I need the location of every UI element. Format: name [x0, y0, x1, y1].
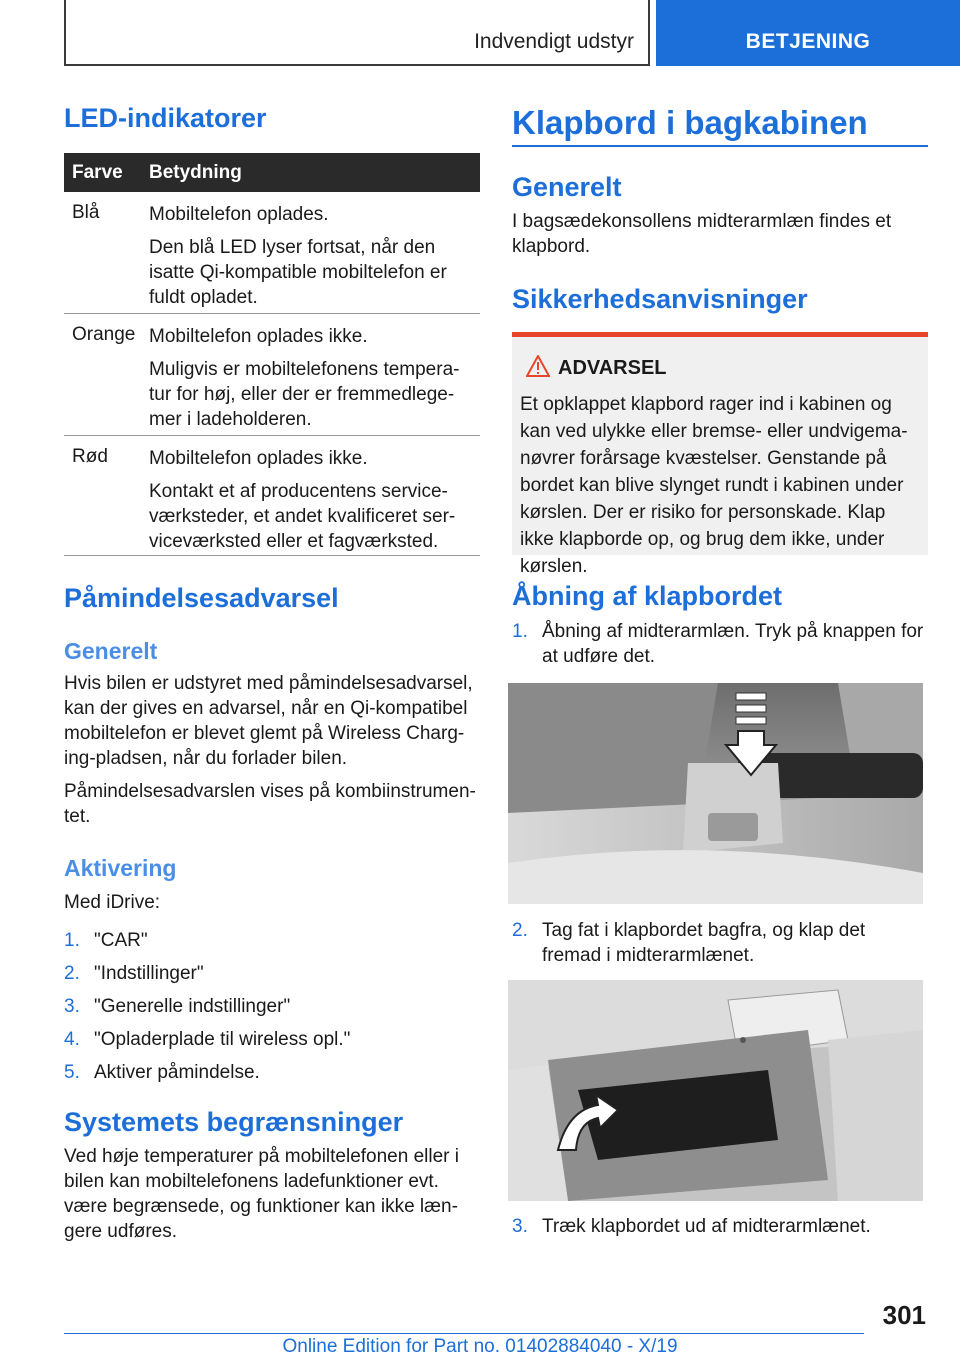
system-limits-heading: Systemets begrænsninger	[64, 1107, 404, 1137]
led-meaning-cell	[149, 436, 480, 554]
led-table-col-meaning: Betydning	[149, 162, 242, 183]
list-item	[64, 928, 480, 953]
list-item	[64, 961, 480, 986]
header-section-box	[64, 0, 650, 66]
led-color-cell: Rød	[72, 446, 108, 467]
step-text: "Opladerplade til wireless opl."	[94, 1029, 351, 1050]
opening-step-3	[512, 1214, 928, 1239]
warning-title: ADVARSEL	[558, 357, 667, 379]
folding-table-heading: Klapbord i bagkabinen	[512, 104, 868, 141]
reminder-heading: Påmindelsesadvarsel	[64, 583, 339, 613]
list-item	[64, 1027, 480, 1052]
step-number: 3.	[512, 1216, 528, 1237]
led-meaning-detail: Den blå LED lyser fortsat, når den isatte Qi-kompatible mobiltelefon er fuldt opladet.	[149, 237, 447, 308]
warning-text: Et opklappet klapbord rager ind i kabinen og kan ved ulykke eller bremse- eller undvigema-nøvrer forårsage kvæstelser. Genstande på bordet kan blive slynget rundt i kabinen under kørslen. Der er risiko for personskade. Klap ikke klapborde op, og brug dem ikke, under kørslen.	[520, 394, 908, 577]
led-table-col-color: Farve	[72, 162, 123, 183]
activation-steps	[64, 928, 480, 1085]
system-limits-text: Ved høje temperaturer på mobiltelefonen eller i bilen kan mobiltelefonens ladefunktioner evt. være begrænsede, og funktioner kan ikke læn-gere udføres.	[64, 1146, 460, 1242]
header-chapter-title: BETJENING	[745, 30, 871, 53]
led-meaning-cell	[149, 192, 480, 310]
folding-table-photo	[508, 980, 923, 1201]
opening-heading: Åbning af klapbordet	[512, 581, 782, 611]
step-text: Træk klapbordet ud af midterarmlænet.	[542, 1216, 871, 1237]
step-number: 1.	[64, 930, 80, 951]
reminder-general-heading: Generelt	[64, 638, 158, 664]
table-row	[64, 314, 480, 436]
folding-general-heading: Generelt	[512, 172, 622, 202]
step-text: Aktiver påmindelse.	[94, 1062, 260, 1083]
led-color-cell: Blå	[72, 202, 100, 223]
list-item	[512, 619, 928, 669]
led-meaning-cell	[149, 314, 480, 432]
opening-step-1	[512, 619, 928, 669]
led-table	[64, 153, 480, 556]
footer-rule	[64, 1333, 864, 1334]
led-color-cell: Orange	[72, 324, 136, 345]
step-text: Åbning af midterarmlæn. Tryk på knappen for at udføre det.	[542, 621, 924, 667]
step-text: "CAR"	[94, 930, 148, 951]
reminder-display-text: Påmindelsesadvarslen vises på kombiinstrumen-tet.	[64, 781, 476, 827]
warning-box	[512, 332, 928, 577]
opening-step-2	[512, 918, 928, 968]
step-number: 4.	[64, 1029, 80, 1050]
folding-general-text: I bagsædekonsollens midterarmlæn findes et klapbord.	[512, 211, 892, 257]
page-number: 301	[882, 1300, 926, 1330]
header-section-title: Indvendigt udstyr	[474, 30, 634, 53]
step-number: 2.	[64, 963, 80, 984]
step-number: 5.	[64, 1062, 80, 1083]
step-number: 2.	[512, 920, 528, 941]
list-item	[64, 994, 480, 1019]
led-table-header	[64, 153, 480, 192]
activation-intro: Med iDrive:	[64, 892, 161, 913]
led-meaning: Mobiltelefon oplades ikke.	[149, 326, 368, 347]
safety-heading: Sikkerhedsanvisninger	[512, 284, 808, 314]
step-text: "Generelle indstillinger"	[94, 996, 291, 1017]
warning-triangle-icon	[526, 355, 550, 382]
list-item	[512, 1214, 928, 1239]
step-text: "Indstillinger"	[94, 963, 204, 984]
table-row	[64, 192, 480, 314]
list-item	[512, 918, 928, 968]
armrest-button-photo	[508, 683, 923, 904]
table-row	[64, 436, 480, 556]
led-meaning-detail: Kontakt et af producentens service-værksteder, et andet kvalificeret ser-viceværksted eller et fagværksted.	[149, 481, 456, 552]
step-text: Tag fat i klapbordet bagfra, og klap det fremad i midterarmlænet.	[542, 920, 866, 966]
step-number: 3.	[64, 996, 80, 1017]
activation-heading: Aktivering	[64, 855, 177, 881]
reminder-general-text: Hvis bilen er udstyret med påmindelsesadvarsel, kan der gives en advarsel, når en Qi-kompatibel mobiltelefon er blevet glemt på Wireless Charg-ing-pladsen, når du forlader bilen.	[64, 673, 473, 769]
led-meaning-detail: Muligvis er mobiltelefonens tempera-tur for høj, eller der er fremmedlege-mer i ladeholderen.	[149, 359, 460, 430]
step-number: 1.	[512, 621, 528, 642]
list-item	[64, 1060, 480, 1085]
led-meaning: Mobiltelefon oplades.	[149, 204, 329, 225]
led-meaning: Mobiltelefon oplades ikke.	[149, 448, 368, 469]
heading-rule	[512, 145, 928, 147]
header-chapter-tab	[656, 0, 960, 66]
footer-edition: Online Edition for Part no. 01402884040 - X/19	[282, 1336, 678, 1357]
led-indicators-heading: LED-indikatorer	[64, 103, 267, 133]
